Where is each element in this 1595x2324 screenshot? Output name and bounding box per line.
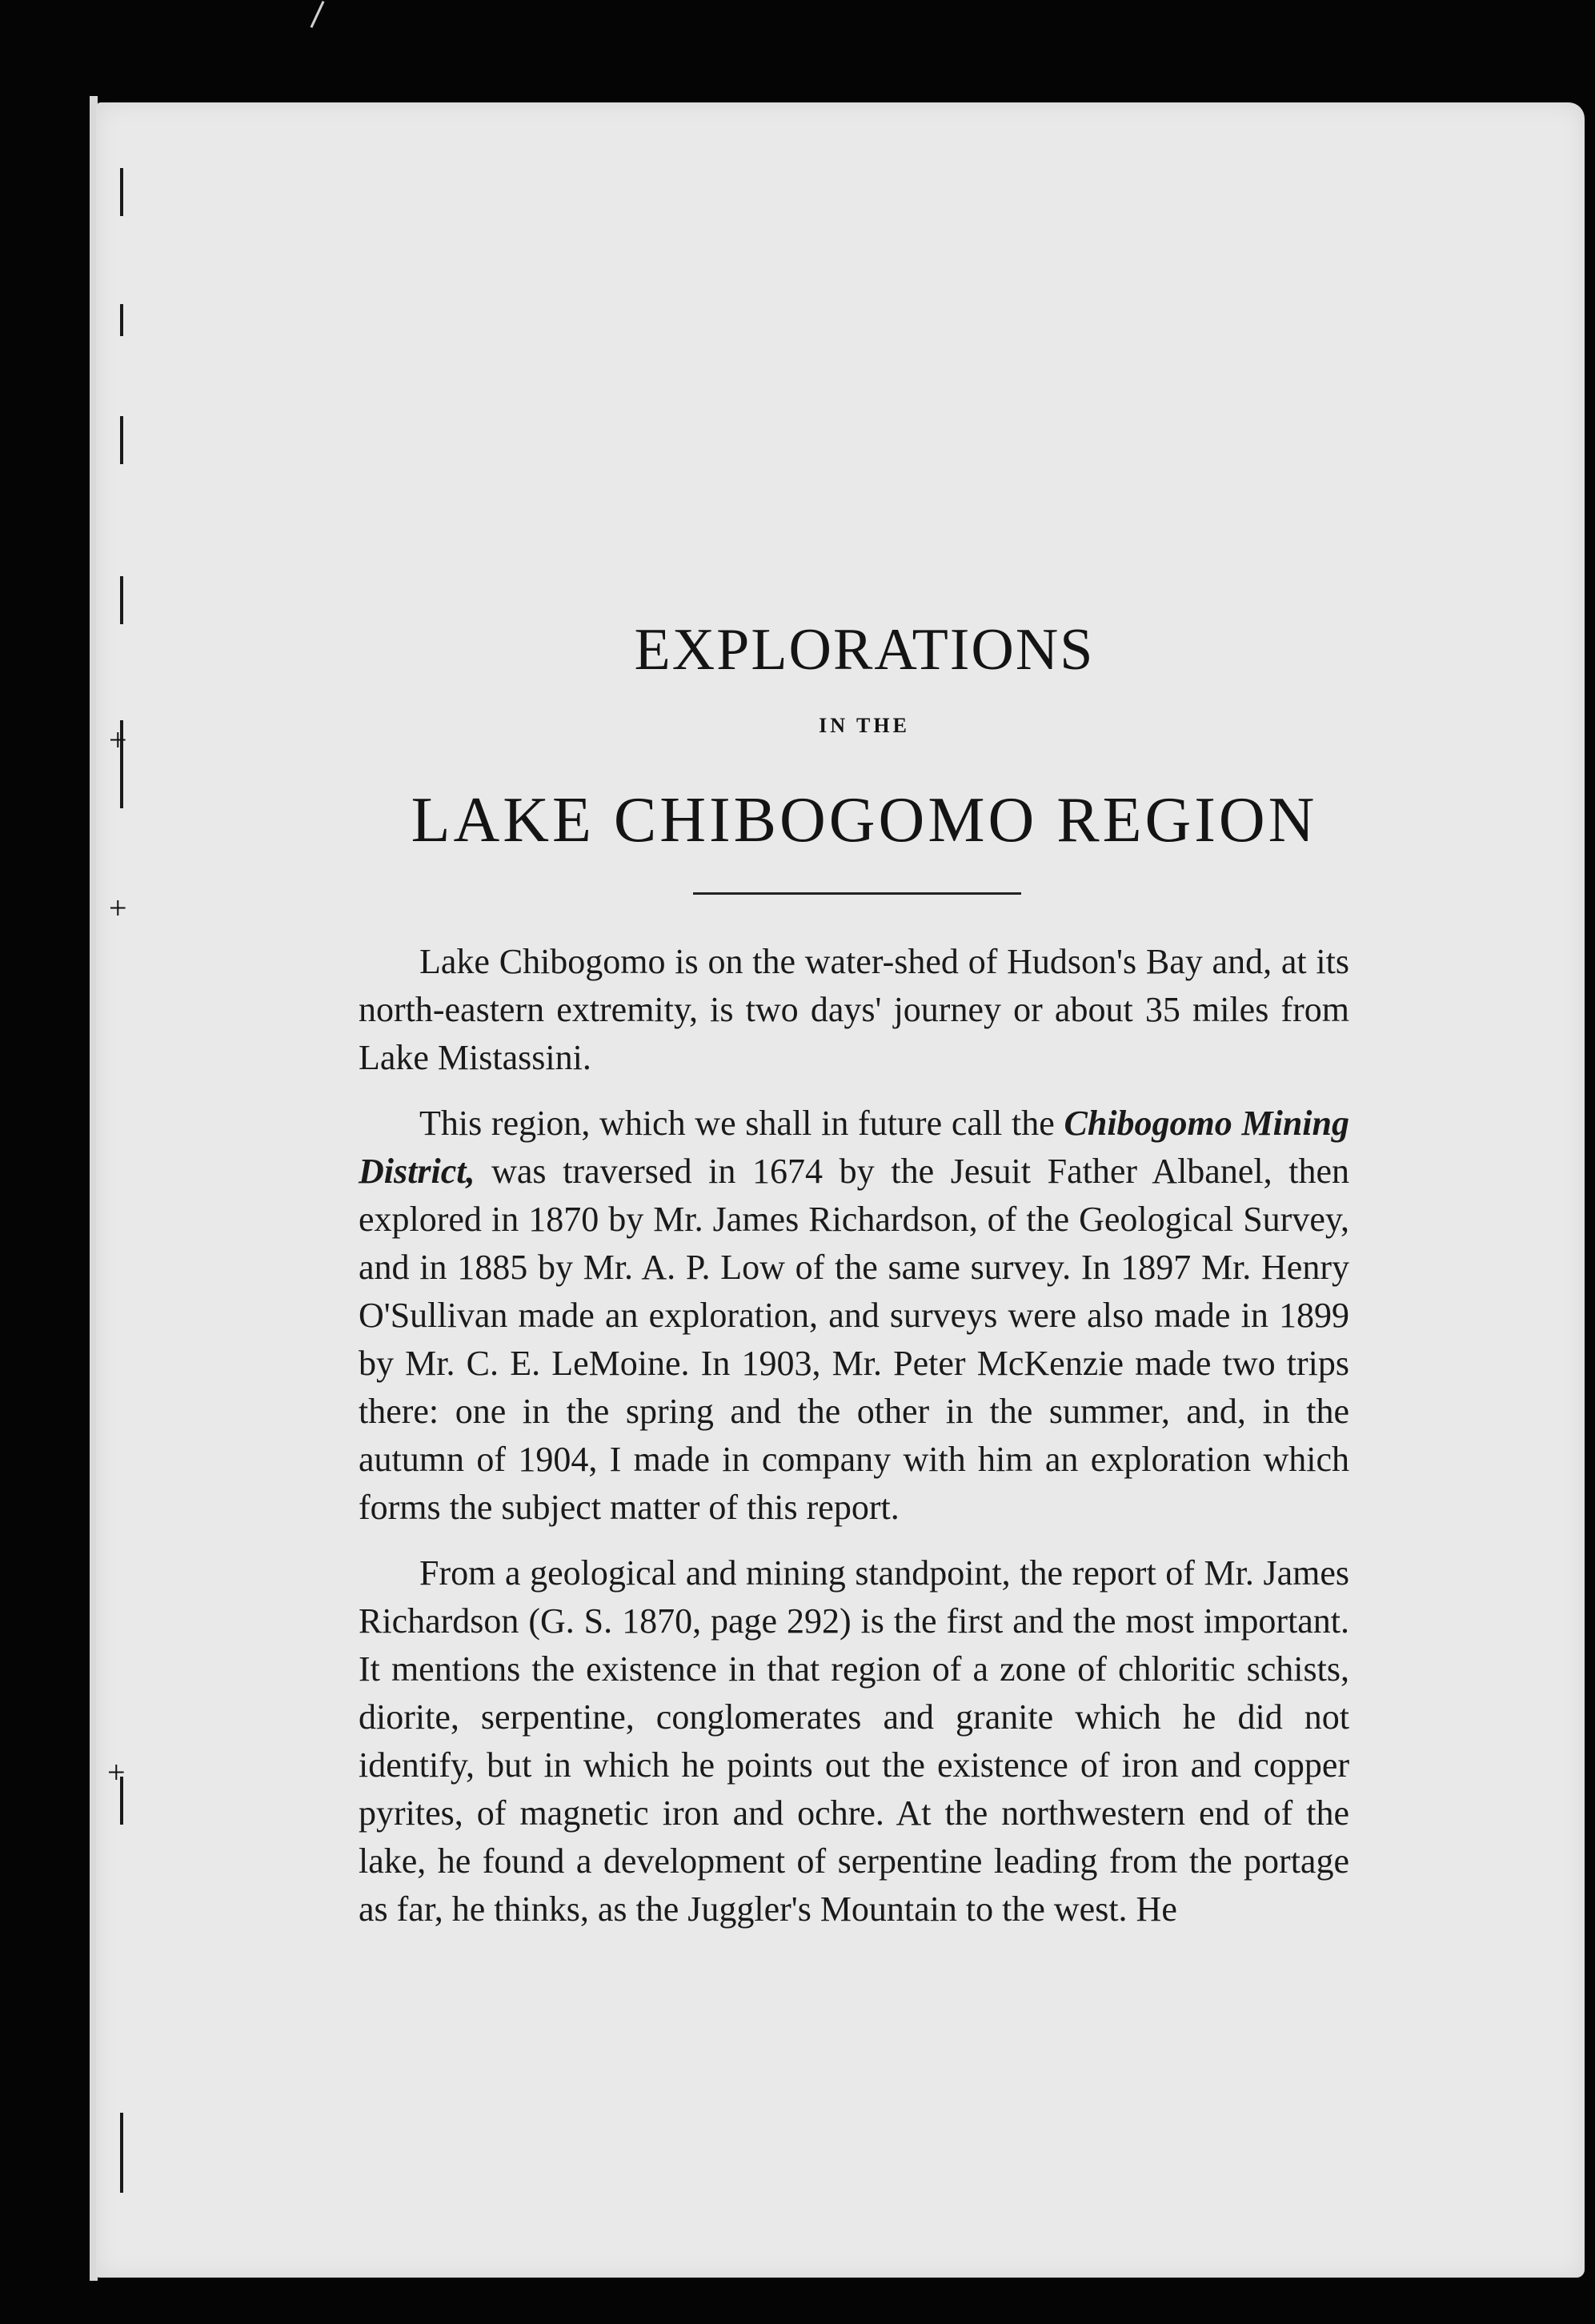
heading-region: LAKE CHIBOGOMO REGION [411,785,1318,855]
paragraph-2-rest: was traversed in 1674 by the Jesuit Father Albanel, then explored in 1870 by Mr. James Richardson, of the Geological Survey, and in 1885 by Mr. A. P. Low of the same survey. In 1897 Mr. Henry O'Sullivan made an exploration, and surveys were also made in 1899 by Mr. C. E. LeMoine. In 1903, Mr. Peter McKenzie made two trips there: one in the spring and the other in the summer, and, in the autumn of 1904, I made in company with him an exploration which forms the subject matter of this report. [359,1152,1349,1527]
body-text [359,938,1349,1951]
gutter-mark [120,416,123,464]
title-rule [693,892,1021,895]
paragraph-2-lead: This region, which we shall in future call the [419,1104,1064,1143]
paragraph-3: From a geological and mining standpoint, the report of Mr. James Richardson (G. S. 1870, page 292) is the first and the most important. It mentions the existence in that region of a zone of chloritic schists, diorite, serpentine, conglomerates and granite which he did not identify, but in which he points out the existence of iron and copper pyrites, of magnetic iron and ochre. At the northwestern end of the lake, he found a development of serpentine leading from the portage as far, he thinks, as the Juggler's Mountain to the west. He [359,1553,1349,1929]
film-scratch [311,1,325,28]
gutter-arrow-icon: + [109,722,127,758]
gutter-mark [120,304,123,336]
gutter-mark [120,2113,123,2193]
district-name-emphasis: Chibogomo Mining District, [359,1104,1349,1191]
gutter-mark [120,168,123,216]
heading-main: EXPLORATIONS [634,617,1095,683]
paragraph-2 [359,1100,1349,1532]
paragraph-1: Lake Chibogomo is on the water-shed of Hudson's Bay and, at its north-eastern extremity, is two days' journey or about 35 miles from Lake Mistassini. [359,942,1349,1077]
heading-connector: IN THE [819,714,910,737]
gutter-arrow-icon: + [109,890,127,926]
gutter-arrow-icon: + [107,1754,126,1790]
